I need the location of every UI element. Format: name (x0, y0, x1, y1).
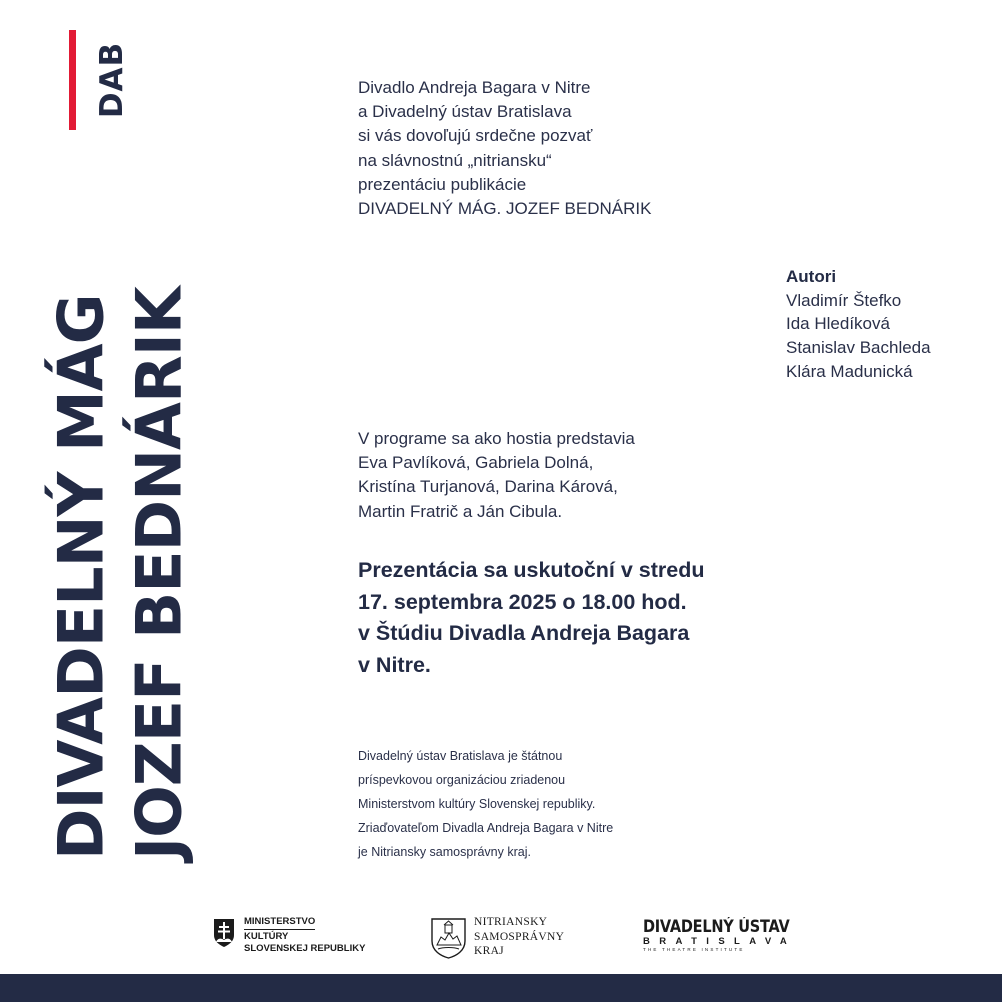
authors-heading: Autori (786, 267, 837, 286)
intro-line: DIVADELNÝ MÁG. JOZEF BEDNÁRIK (358, 199, 652, 219)
guests-line: Kristína Turjanová, Darina Kárová, (358, 477, 618, 497)
footer-line: Ministerstvom kultúry Slovenskej republiky. (358, 797, 596, 811)
nitra-region-crest-icon (430, 917, 467, 959)
event-line: v Nitre. (358, 652, 431, 677)
footer-line: príspevkovou organizáciou zriadenou (358, 773, 566, 787)
footer-line: Divadelný ústav Bratislava je štátnou (358, 749, 563, 763)
ministry-logo-line: SLOVENSKEJ REPUBLIKY (244, 943, 366, 954)
region-logo-line: KRAJ (474, 945, 504, 957)
bottom-bar (0, 974, 1002, 1002)
institute-logo-line1: DIVADELNÝ ÚSTAV (643, 917, 790, 936)
nitra-region-logo (430, 915, 580, 963)
guests-line: Martin Fratrič a Ján Cibula. (358, 501, 563, 521)
intro-line: prezentáciu publikácie (358, 174, 527, 194)
vertical-title (42, 240, 197, 860)
guests-block (358, 427, 718, 524)
event-line: Prezentácia sa uskutoční v stredu (358, 558, 705, 582)
accent-bar (69, 30, 76, 130)
institute-logo-line2: BRATISLAVA (643, 936, 797, 947)
intro-line: a Divadelný ústav Bratislava (358, 102, 572, 122)
theatre-institute-logo (643, 917, 797, 958)
event-details (358, 555, 758, 681)
footer-line: Zriaďovateľom Divadla Andreja Bagara v Nitre (358, 821, 614, 835)
region-logo-line: NITRIANSKY (474, 916, 548, 928)
event-line: 17. septembra 2025 o 18.00 hod. (358, 589, 687, 614)
authors-block (786, 265, 996, 384)
region-logo-line: SAMOSPRÁVNY (474, 930, 565, 943)
ministry-logo-line: MINISTERSTVO (244, 916, 315, 930)
title-line-2: JOZEF BEDNÁRIK (121, 287, 195, 860)
author-name: Stanislav Bachleda (786, 338, 931, 358)
guests-line: Eva Pavlíková, Gabriela Dolná, (358, 453, 594, 473)
ministry-logo-line: KULTÚRY (244, 931, 289, 942)
footer-line: je Nitriansky samosprávny kraj. (358, 845, 531, 859)
intro-line: si vás dovoľujú srdečne pozvať (358, 126, 593, 146)
dab-logo-text: DAB (94, 41, 130, 119)
author-name: Vladimír Štefko (786, 290, 902, 310)
dab-logo (94, 38, 130, 122)
author-name: Klára Madunická (786, 361, 913, 381)
ministry-logo (213, 916, 373, 956)
intro-line: na slávnostnú „nitriansku“ (358, 150, 552, 170)
event-line: v Štúdiu Divadla Andreja Bagara (358, 621, 690, 645)
title-line-1: DIVADELNÝ MÁG (43, 294, 117, 860)
institute-logo-line3: THE THEATRE INSTITUTE (643, 947, 745, 952)
intro-line: Divadlo Andreja Bagara v Nitre (358, 78, 591, 97)
footer-note (358, 744, 698, 864)
invitation-intro (358, 76, 718, 221)
author-name: Ida Hledíková (786, 314, 890, 334)
slovak-coat-of-arms-icon (213, 918, 235, 948)
guests-line: V programe sa ako hostia predstavia (358, 429, 635, 448)
